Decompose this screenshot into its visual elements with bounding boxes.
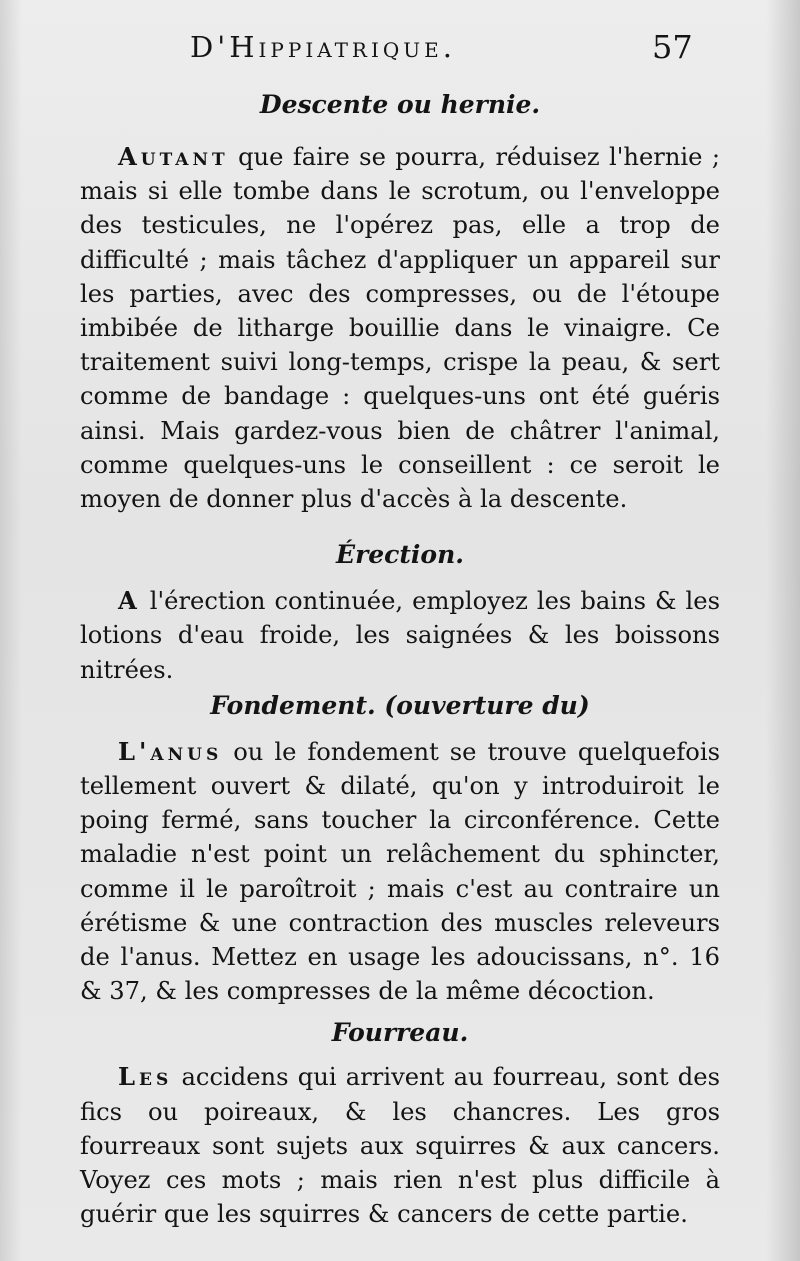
page-number: 57	[652, 28, 693, 66]
paragraph-body: que faire se pourra, réduisez l'hernie ; mais si elle tombe dans le scrotum, ou l'enveloppe des testicules, ne l'opérez pas, elle a trop de difficulté ; mais tâchez d'appliquer un appareil sur les parties, avec des compresses, ou de l'étoupe imbibée de litharge bouillie dans le vinaigre. Ce traitement suivi long-temps, crispe la peau, & sert comme de bandage : quelques-uns ont été guéris ainsi. Mais gardez-vous bien de châtrer l'animal, comme quelques-uns le conseillent : ce seroit le moyen de donner plus d'accès à la descente.	[80, 143, 720, 514]
text-block	[80, 84, 720, 1231]
section-heading-fondement: Fondement. (ouverture du)	[210, 690, 590, 720]
running-title: D'Hippiatrique.	[190, 30, 456, 64]
section-heading-fourreau: Fourreau.	[331, 1018, 469, 1048]
section-paragraph-erection	[80, 584, 720, 687]
paragraph-body: l'érection continuée, employez les bains & les lotions d'eau froide, les saignées & les boissons nitrées.	[80, 587, 720, 684]
paragraph-lead-word: A	[118, 586, 141, 616]
paragraph-body: accidens qui arrivent au fourreau, sont des fics ou poireaux, & les chancres. Les gros fourreaux sont sujets aux squirres & aux cancers. Voyez ces mots ; mais rien n'est plus difficile à guérir que les squirres & cancers de cette partie.	[80, 1063, 720, 1229]
section-paragraph-fourreau	[80, 1060, 720, 1231]
section-heading-erection: Érection.	[336, 540, 464, 570]
section-heading-descente: Descente ou hernie.	[259, 90, 541, 119]
gutter-shadow	[0, 0, 22, 1261]
paragraph-lead-word: Les	[118, 1062, 173, 1092]
paragraph-lead-word: Autant	[118, 142, 229, 171]
section-paragraph-fondement	[80, 735, 720, 1009]
paragraph-lead-word: L'anus	[118, 736, 223, 766]
paragraph-body: ou le fondement se trouve quelquefois tellement ouvert & dilaté, qu'on y introduiroit le poing fermé, sans toucher la circonférence. Cette maladie n'est point un relâchement du sphincter, comme il le paroîtroit ; mais c'est au contraire un érétisme & une contraction des muscles releveurs de l'anus. Mettez en usage les adoucissans, n°. 16 & 37, & les compresses de la même décoction.	[80, 737, 720, 1006]
page-edge-shadow	[766, 0, 800, 1261]
section-paragraph-descente	[80, 140, 720, 516]
